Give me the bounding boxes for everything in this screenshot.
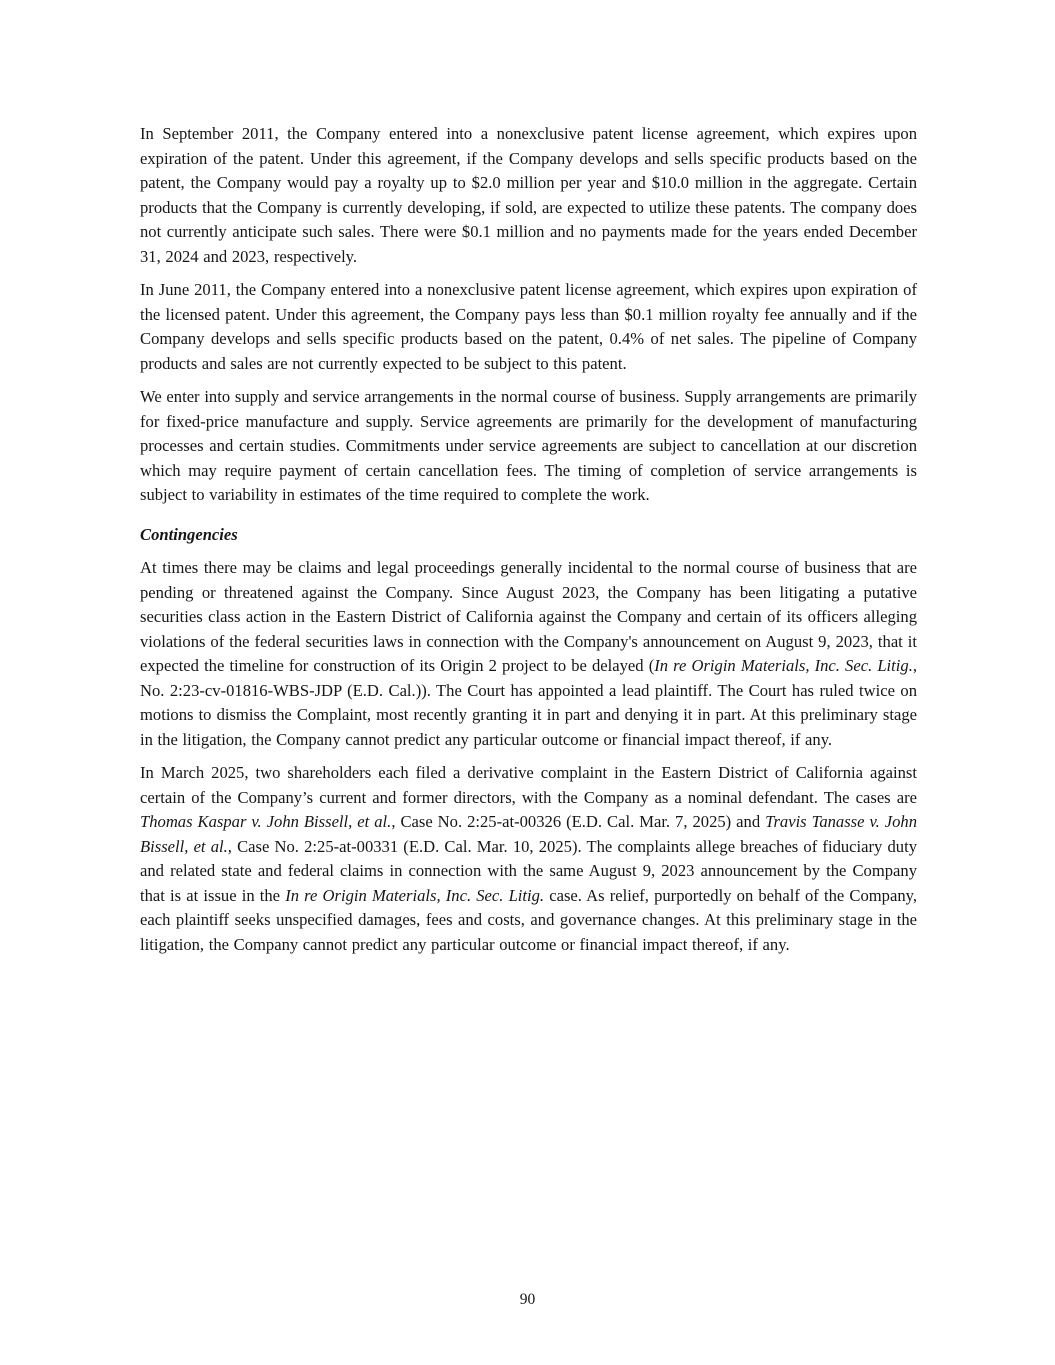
paragraph-june-2011-license	[140, 278, 917, 376]
text-run: In June 2011, the Company entered into a nonexclusive patent license agreement, which expires upon expiration of the licensed patent. Under this agreement, the Company pays less than $0.1 million royalty fee annually and if the Company develops and sells specific products based on the patent, 0.4% of net sales. The pipeline of Company products and sales are not currently expected to be subject to this patent.	[140, 280, 917, 373]
contingencies-heading: Contingencies	[140, 524, 238, 544]
case-name-text: Thomas Kaspar v. John Bissell, et al.	[140, 812, 392, 831]
paragraph-supply-service-arrangements	[140, 385, 917, 508]
text-run: , No. 2:23-cv-01816-WBS-JDP (E.D. Cal.)). The Court has appointed a lead plaintiff. The Court has ruled twice on motions to dismiss the Complaint, most recently granting it in part and denying it in part. At this preliminary stage in the litigation, the Company cannot predict any particular outcome or financial impact thereof, if any.	[140, 656, 917, 749]
paragraph-derivative-complaints	[140, 761, 917, 957]
text-run: At times there may be claims and legal proceedings generally incidental to the normal course of business that are pending or threatened against the Company. Since August 2023, the Company has been litigating a putative securities class action in the Eastern District of California against the Company and certain of its officers alleging violations of the federal securities laws in connection with the Company's announcement on August 9, 2023, that it expected the timeline for construction of its Origin 2 project to be delayed (	[140, 558, 917, 675]
page-content	[140, 122, 917, 966]
case-name-text: Travis Tanasse v. John Bissell, et al.	[140, 812, 918, 856]
text-run: , Case No. 2:25-at-00331 (E.D. Cal. Mar. 10, 2025). The complaints allege breaches of fiduciary duty and related state and federal claims in connection with the same August 9, 2023 announcement by the Company that is at issue in the	[140, 836, 917, 905]
paragraph-september-2011-license	[140, 122, 917, 269]
text-run: case. As relief, purportedly on behalf of the Company, each plaintiff seeks unspecified damages, fees and costs, and governance changes. At this preliminary stage in the litigation, the Company cannot predict any particular outcome or financial impact thereof, if any.	[140, 885, 917, 954]
case-name-text: In re Origin Materials, Inc. Sec. Litig.	[285, 885, 545, 905]
page-number: 90	[519, 1290, 536, 1308]
case-name-text: In re Origin Materials, Inc. Sec. Litig.	[654, 656, 913, 675]
paragraph-securities-class-action	[140, 556, 917, 752]
text-run: In March 2025, two shareholders each filed a derivative complaint in the Eastern District of California against certain of the Company’s current and former directors, with the Company as a nominal defendant. The cases are	[140, 763, 917, 807]
text-run: In September 2011, the Company entered into a nonexclusive patent license agreement, which expires upon expiration of the patent. Under this agreement, if the Company develops and sells specific products based on the patent, the Company would pay a royalty up to $2.0 million per year and $10.0 million in the aggregate. Certain products that the Company is currently developing, if sold, are expected to utilize these patents. The company does not currently anticipate such sales. There were $0.1 million and no payments made for the years ended December 31, 2024 and 2023, respectively.	[140, 124, 917, 266]
text-run: , Case No. 2:25-at-00326 (E.D. Cal. Mar. 7, 2025) and	[391, 812, 766, 831]
text-run: We enter into supply and service arrangements in the normal course of business. Supply arrangements are primarily for fixed-price manufacture and supply. Service agreements are primarily for the development of manufacturing processes and certain studies. Commitments under service agreements are subject to cancellation at our discretion which may require payment of certain cancellation fees. The timing of completion of service arrangements is subject to variability in estimates of the time required to complete the work.	[140, 387, 917, 504]
